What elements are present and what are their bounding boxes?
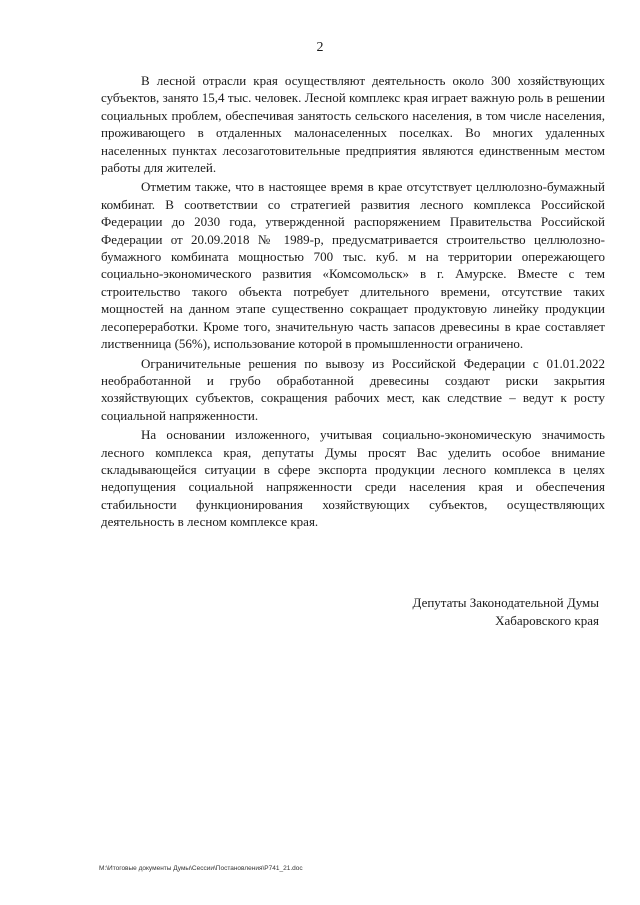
document-body — [101, 72, 605, 533]
signature-line-1: Депутаты Законодательной Думы — [412, 595, 599, 610]
footer-file-path: M:\Итоговые документы Думы\Сессии\Постановления\P741_21.doc — [99, 865, 303, 872]
paragraph-export-restrictions: Ограничительные решения по вывозу из Российской Федерации с 01.01.2022 необработанной и грубо обработанной древесины создают риски закрытия хозяйствующих субъектов, сокращения рабочих мест, как следствие – ведут к росту социальной напряженности. — [101, 355, 605, 423]
paragraph-pulp-mill: Отметим также, что в настоящее время в крае отсутствует целлюлозно-бумажный комбинат. В соответствии со стратегией развития лесного комплекса Российской Федерации до 2030 года, утвержденной распоряжением Правительства Российской Федерации от 20.09.2018 № 1989-р, предусматривается строительство целлюлозно-бумажного комбината мощностью 700 тыс. куб. м на территории опережающего социально-экономического развития «Комсомольск» в г. Амурске. Вместе с тем строительство такого объекта потребует длительного времени, отсутствие таких мощностей на данном этапе существенно сокращает продуктовую линейку продукции лесопереработки. Кроме того, значительную часть запасов древесины в крае составляет лиственница (56%), использование которой в промышленности ограничено. — [101, 179, 605, 352]
paragraph-forestry-sector: В лесной отрасли края осуществляют деятельность около 300 хозяйствующих субъектов, занято 15,4 тыс. человек. Лесной комплекс края играет важную роль в решении социальных проблем, обеспечивая занятость сельского населения, в том числе населения, проживающего в отдаленных малонаселенных поселках. Во многих удаленных населенных пунктах лесозаготовительные предприятия являются единственным местом работы для жителей. — [101, 73, 605, 176]
signature-line-2: Хабаровского края — [495, 613, 599, 628]
signature-block — [413, 594, 599, 630]
paragraph-request: На основании изложенного, учитывая социально-экономическую значимость лесного комплекса края, депутаты Думы просят Вас уделить особое внимание складывающейся ситуации в сфере экспорта продукции лесного комплекса в целях недопущения социальной напряженности среди населения края и обеспечения стабильности функционирования хозяйствующих субъектов, осуществляющих деятельность в лесном комплексе края. — [101, 427, 605, 530]
page-number: 2 — [316, 40, 324, 55]
